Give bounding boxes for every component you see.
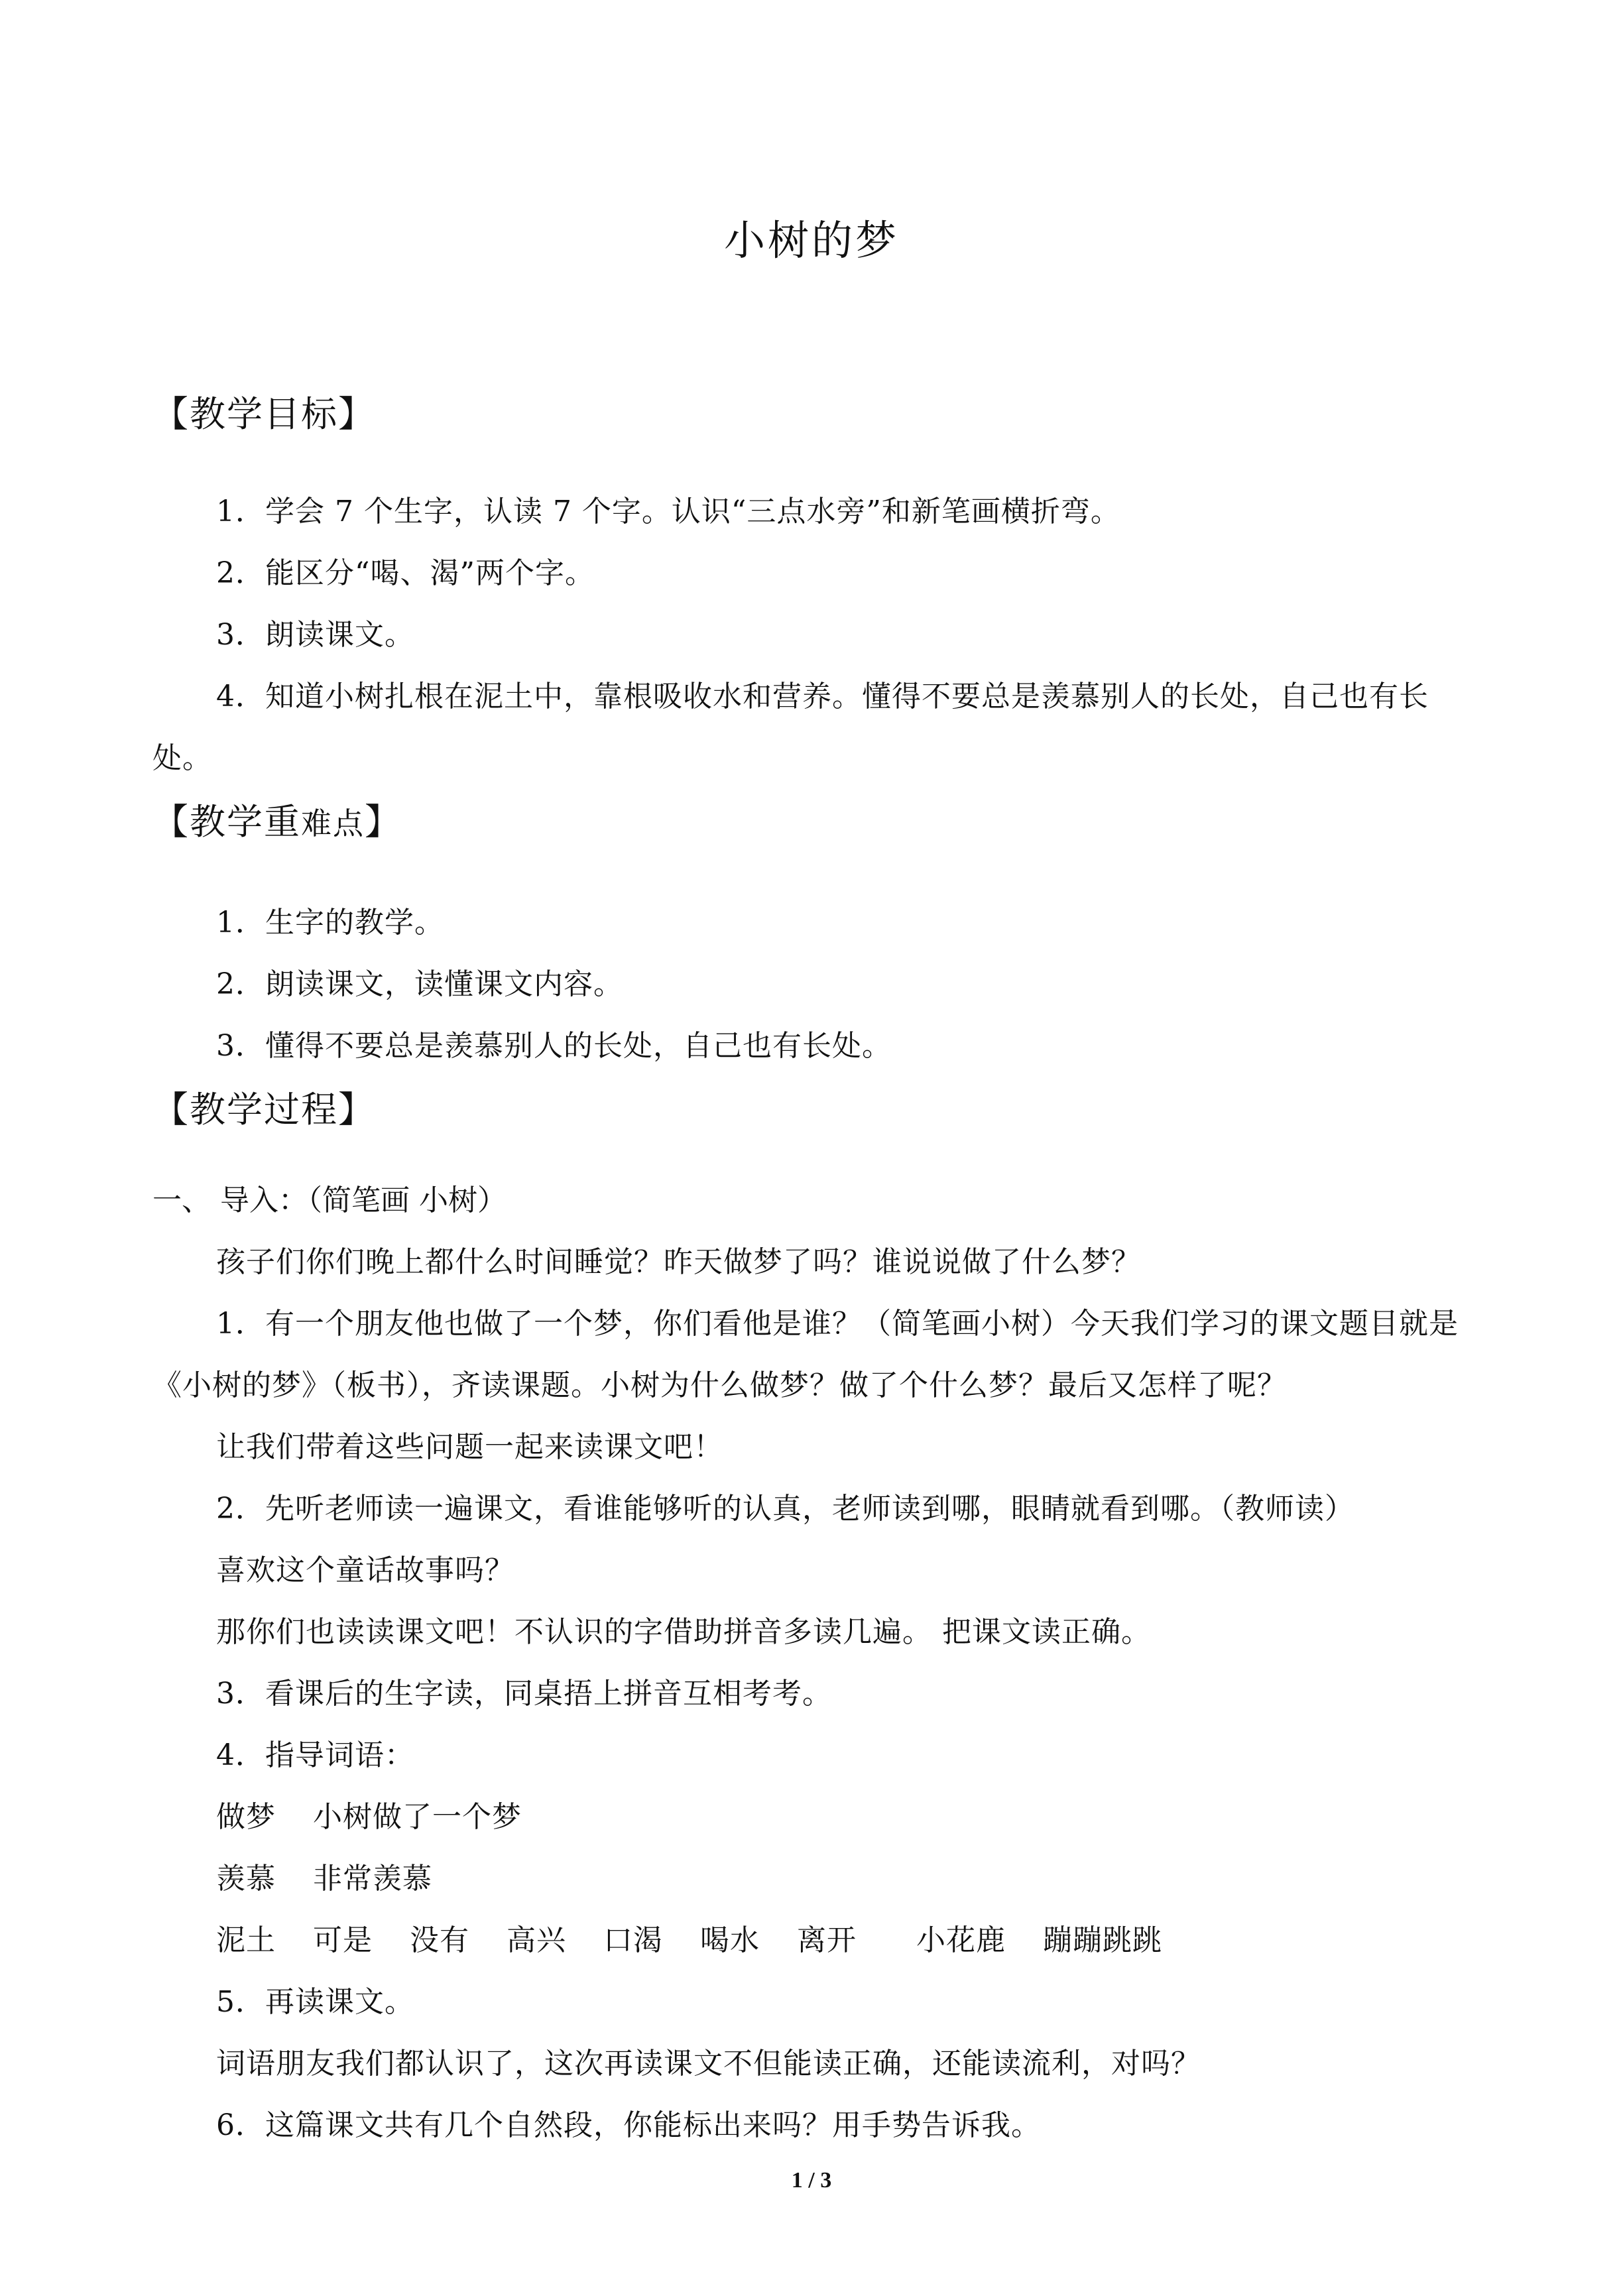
vocab-word: 非常羡慕	[313, 1862, 432, 1896]
objective-item: 2．能区分“喝、渴”两个字。	[216, 556, 595, 590]
process-line: 孩子们你们晚上都什么时间睡觉？昨天做梦了吗？谁说说做了什么梦？	[216, 1245, 1141, 1279]
process-part-title: 一、 导入：（简笔画 小树）	[152, 1183, 507, 1217]
document-title: 小树的梦	[723, 216, 899, 265]
vocab-word: 离开	[797, 1923, 857, 1957]
objective-item: 1．学会 7 个生字，认读 7 个字。认识“三点水旁”和新笔画横折弯。	[216, 495, 1120, 528]
page-number: 1 / 3	[791, 2168, 832, 2193]
vocab-word: 泥土	[216, 1923, 276, 1957]
process-line: 2．先听老师读一遍课文，看谁能够听的认真，老师读到哪，眼睛就看到哪。（教师读）	[216, 1492, 1354, 1526]
section-heading-key-points	[152, 789, 1485, 855]
process-line: 3．看课后的生字读，同桌捂上拼音互相考考。	[216, 1677, 832, 1711]
vocab-word: 蹦蹦跳跳	[1043, 1923, 1162, 1957]
process-line: 6．这篇课文共有几个自然段，你能标出来吗？用手势告诉我。	[216, 2108, 1041, 2142]
process-line: 喜欢这个童话故事吗？	[216, 1553, 514, 1587]
vocab-word: 喝水	[700, 1923, 760, 1957]
vocab-word: 没有	[410, 1923, 469, 1957]
objective-item: 4．知道小树扎根在泥土中，靠根吸收水和营养。懂得不要总是羡慕别人的长处，自己也有长处。	[152, 680, 1429, 775]
heading-small-text: 难点	[301, 806, 365, 841]
section-heading-objectives: 【教学目标】	[152, 393, 375, 435]
vocab-word: 口渴	[603, 1923, 663, 1957]
objective-item: 3．朗读课文。	[216, 618, 414, 652]
heading-main-text: 【教学重	[152, 801, 301, 843]
process-line: 那你们也读读课文吧！不认识的字借助拼音多读几遍。 把课文读正确。	[216, 1615, 1151, 1649]
process-line: 让我们带着这些问题一起来读课文吧！	[216, 1430, 723, 1464]
process-line: 1．有一个朋友他也做了一个梦，你们看他是谁？（简笔画小树）今天我们学习的课文题目就是《小树的梦》（板书），齐读课题。小树为什么做梦？做了个什么梦？最后又怎样了呢？	[152, 1307, 1459, 1402]
vocab-row	[152, 1786, 1485, 1848]
process-line: 词语朋友我们都认识了，这次再读课文不但能读正确，还能读流利，对吗？	[216, 2047, 1201, 2081]
vocab-word: 小树做了一个梦	[313, 1800, 522, 1834]
vocab-word: 做梦	[216, 1800, 276, 1834]
vocab-word: 羡慕	[216, 1862, 276, 1896]
vocab-word: 可是	[313, 1923, 373, 1957]
heading-end-text: 】	[365, 801, 402, 843]
process-line: 5．再读课文。	[216, 1985, 414, 2019]
document-body	[152, 381, 1485, 2156]
vocab-word: 高兴	[507, 1923, 566, 1957]
key-point-item: 2．朗读课文，读懂课文内容。	[216, 967, 623, 1001]
vocab-row	[152, 1909, 1485, 1971]
section-heading-process: 【教学过程】	[152, 1089, 375, 1130]
key-point-item: 1．生字的教学。	[216, 906, 444, 939]
vocab-row	[152, 1848, 1485, 1909]
vocab-word: 小花鹿	[916, 1923, 1006, 1957]
key-point-item: 3．懂得不要总是羡慕别人的长处，自己也有长处。	[216, 1029, 892, 1063]
process-line: 4．指导词语：	[216, 1738, 414, 1772]
